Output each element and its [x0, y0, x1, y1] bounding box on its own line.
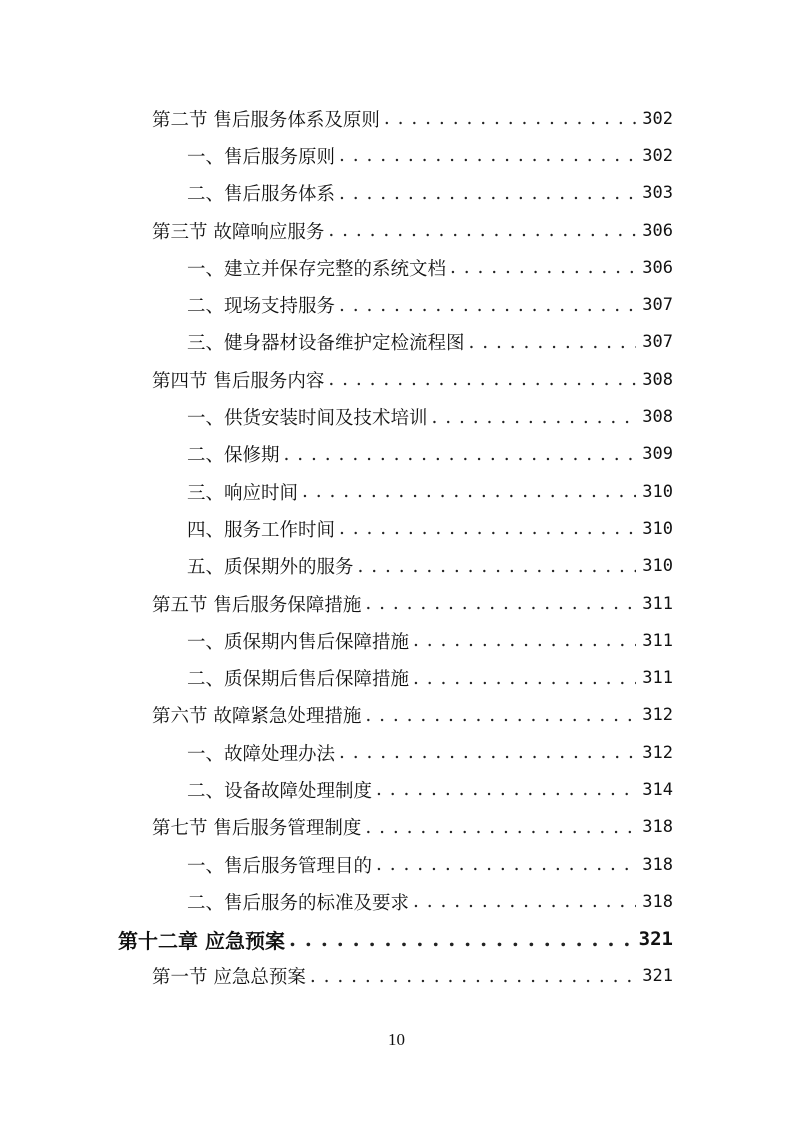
toc-entry-item[interactable] [0, 510, 793, 547]
toc-dot-leader [365, 705, 636, 726]
toc-entry-title: 第五节 售后服务保障措施 [152, 594, 362, 616]
toc-entry-page: 321 [638, 928, 673, 951]
toc-entry-title: 第七节 售后服务管理制度 [152, 818, 362, 840]
toc-entry-title: 一、建立并保存完整的系统文档 [187, 258, 447, 280]
toc-entry-item[interactable] [0, 249, 793, 286]
toc-entry-page: 306 [642, 257, 673, 278]
toc-entry-page: 318 [642, 817, 673, 838]
toc-entry-title: 四、服务工作时间 [187, 519, 336, 541]
toc-entry-page: 309 [642, 444, 673, 465]
toc-entry-section[interactable] [0, 361, 793, 398]
toc-dot-leader [469, 332, 637, 353]
toc-entry-title: 五、质保期外的服务 [187, 557, 354, 579]
toc-entry-page: 310 [642, 518, 673, 539]
toc-entry-title: 一、故障处理办法 [187, 743, 336, 765]
toc-entry-title: 第四节 售后服务内容 [152, 370, 325, 392]
toc-entry-title: 一、供货安装时间及技术培训 [187, 408, 428, 430]
toc-entry-title: 一、售后服务管理目的 [187, 855, 373, 877]
toc-entry-section[interactable] [0, 697, 793, 734]
toc-entry-item[interactable] [0, 398, 793, 435]
toc-entry-item[interactable] [0, 473, 793, 510]
toc-dot-leader [365, 593, 636, 614]
toc-dot-leader [284, 444, 637, 465]
toc-entry-item[interactable] [0, 286, 793, 323]
toc-entry-page: 302 [642, 108, 673, 129]
toc-dot-leader [365, 817, 636, 838]
toc-dot-leader [339, 295, 636, 316]
page-number: 10 [388, 1030, 405, 1049]
toc-entry-item[interactable] [0, 659, 793, 696]
toc-entry-chapter[interactable] [0, 921, 793, 958]
toc-entry-title: 第十二章 应急预案 [118, 928, 285, 953]
toc-entry-page: 308 [642, 369, 673, 390]
toc-dot-leader [376, 779, 636, 800]
toc-entry-page: 302 [642, 145, 673, 166]
toc-entry-page: 310 [642, 556, 673, 577]
toc-entry-title: 三、健身器材设备维护定检流程图 [187, 333, 465, 355]
toc-dot-leader [302, 481, 636, 502]
toc-entry-item[interactable] [0, 175, 793, 212]
toc-entry-page: 303 [642, 183, 673, 204]
toc-entry-title: 二、售后服务体系 [187, 184, 336, 206]
toc-dot-leader [339, 145, 636, 166]
toc-dot-leader [413, 668, 636, 689]
toc-entry-item[interactable] [0, 771, 793, 808]
toc-entry-title: 二、现场支持服务 [187, 296, 336, 318]
toc-entry-page: 308 [642, 407, 673, 428]
toc-entry-title: 二、保修期 [187, 445, 280, 467]
toc-entry-section[interactable] [0, 212, 793, 249]
toc-entry-title: 第二节 售后服务体系及原则 [152, 109, 380, 131]
toc-entry-title: 二、设备故障处理制度 [187, 780, 373, 802]
toc-entry-title: 第三节 故障响应服务 [152, 221, 325, 243]
toc-dot-leader [310, 966, 636, 987]
toc-entry-item[interactable] [0, 734, 793, 771]
toc-entry-page: 321 [642, 966, 673, 987]
toc-dot-leader [413, 630, 636, 651]
toc-dot-leader [339, 518, 636, 539]
toc-entry-page: 314 [642, 779, 673, 800]
toc-dot-leader [339, 183, 636, 204]
table-of-contents [0, 100, 793, 995]
toc-entry-page: 311 [642, 593, 673, 614]
toc-entry-section[interactable] [0, 585, 793, 622]
toc-entry-page: 311 [642, 668, 673, 689]
toc-entry-item[interactable] [0, 883, 793, 920]
toc-entry-title: 一、质保期内售后保障措施 [187, 631, 410, 653]
toc-dot-leader [328, 369, 636, 390]
toc-entry-title: 第一节 应急总预案 [152, 967, 306, 989]
toc-entry-title: 二、质保期后售后保障措施 [187, 669, 410, 691]
toc-dot-leader [384, 108, 636, 129]
toc-entry-page: 312 [642, 705, 673, 726]
toc-entry-title: 一、售后服务原则 [187, 146, 336, 168]
toc-entry-title: 第六节 故障紧急处理措施 [152, 706, 362, 728]
toc-dot-leader [328, 220, 636, 241]
toc-entry-title: 二、售后服务的标准及要求 [187, 892, 410, 914]
toc-entry-page: 306 [642, 220, 673, 241]
toc-entry-page: 310 [642, 481, 673, 502]
toc-entry-item[interactable] [0, 137, 793, 174]
toc-dot-leader [339, 742, 636, 763]
toc-dot-leader [413, 891, 636, 912]
toc-entry-item[interactable] [0, 324, 793, 361]
toc-dot-leader [376, 854, 636, 875]
toc-entry-page: 311 [642, 630, 673, 651]
toc-entry-page: 312 [642, 742, 673, 763]
toc-dot-leader [450, 257, 636, 278]
toc-entry-section[interactable] [0, 100, 793, 137]
toc-entry-section[interactable] [0, 809, 793, 846]
toc-entry-item[interactable] [0, 622, 793, 659]
toc-entry-item[interactable] [0, 548, 793, 585]
toc-entry-title: 三、响应时间 [187, 482, 299, 504]
toc-entry-page: 307 [642, 295, 673, 316]
toc-entry-item[interactable] [0, 436, 793, 473]
toc-entry-item[interactable] [0, 846, 793, 883]
toc-dot-leader [358, 556, 637, 577]
toc-entry-page: 318 [642, 891, 673, 912]
toc-entry-section[interactable] [0, 958, 793, 995]
toc-entry-page: 318 [642, 854, 673, 875]
toc-entry-page: 307 [642, 332, 673, 353]
toc-dot-leader [432, 407, 637, 428]
toc-dot-leader [289, 927, 633, 951]
